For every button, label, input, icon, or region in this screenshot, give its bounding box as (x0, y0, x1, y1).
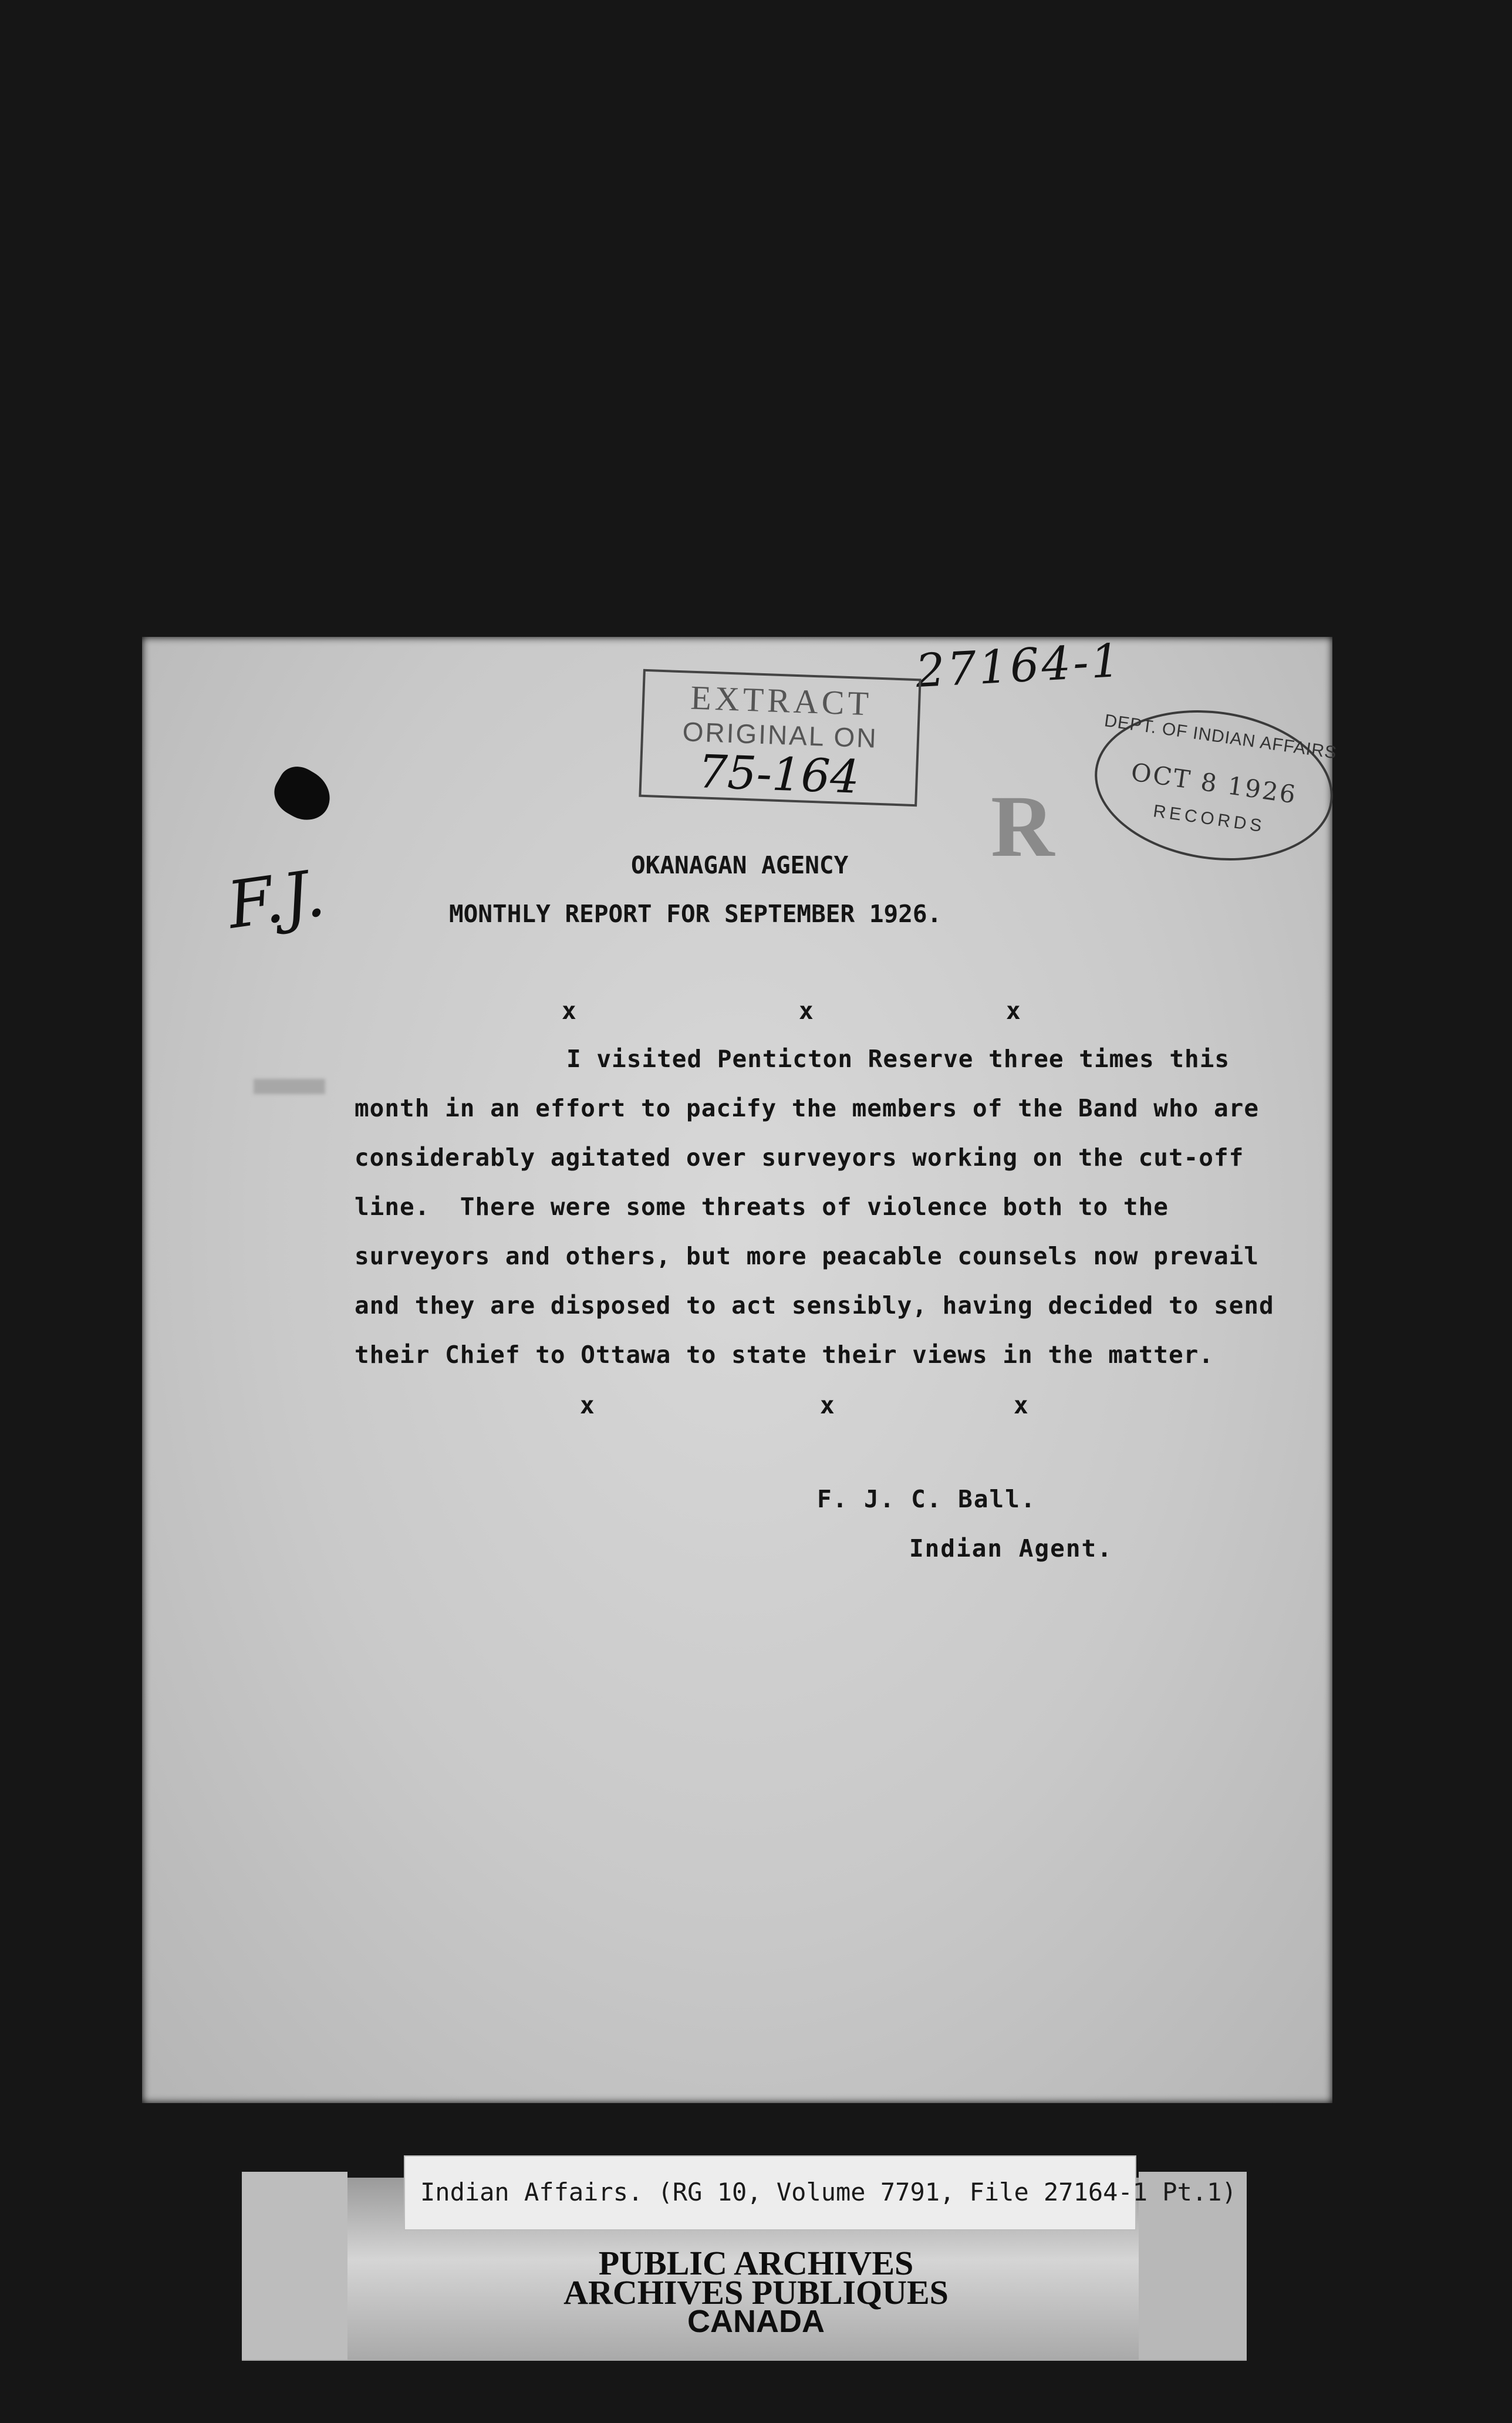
extract-stamp-number: 75-164 (697, 745, 860, 804)
handwritten-file-number: 27164-1 (914, 634, 1124, 698)
signature-title: Indian Agent. (909, 1534, 1113, 1563)
received-stamp-top: DEPT. OF INDIAN AFFAIRS (1103, 711, 1338, 763)
archives-line-3: CANADA (687, 2304, 825, 2339)
archive-reference: Indian Affairs. (RG 10, Volume 7791, File 27164-1 Pt.1) (420, 2178, 1237, 2206)
body-line-6: and they are disposed to act sensibly, having decided to send (355, 1291, 1274, 1320)
body-line-2: month in an effort to pacify the members of the Band who are (355, 1094, 1260, 1122)
body-line-3: considerably agitated over surveyors working on the cut-off (355, 1143, 1244, 1172)
separator-mark: x (562, 997, 576, 1025)
separator-mark: x (1014, 1391, 1028, 1419)
body-line-1: I visited Penticton Reserve three times this (566, 1045, 1230, 1073)
extract-stamp (639, 669, 921, 806)
archives-line-2: ARCHIVES PUBLIQUES (563, 2273, 949, 2311)
separator-mark: x (820, 1391, 835, 1419)
agency-heading: OKANAGAN AGENCY (631, 851, 849, 879)
received-stamp-date: OCT 8 1926 (1129, 757, 1299, 809)
separator-mark: x (1006, 997, 1021, 1025)
separator-mark: x (799, 997, 814, 1025)
signature-name: F. J. C. Ball. (817, 1485, 1037, 1513)
report-title: MONTHLY REPORT FOR SEPTEMBER 1926. (449, 900, 942, 928)
body-line-7: their Chief to Ottawa to state their views in the matter. (355, 1341, 1214, 1369)
archives-line-1: PUBLIC ARCHIVES (598, 2244, 914, 2282)
received-stamp-bottom: RECORDS (1152, 801, 1267, 836)
handwritten-initials: F.J. (222, 855, 329, 943)
separator-mark: x (580, 1391, 595, 1419)
r-stamp: R (991, 778, 1055, 875)
extract-stamp-line2: ORIGINAL ON (681, 716, 879, 754)
body-line-5: surveyors and others, but more peacable counsels now prevail (355, 1242, 1260, 1270)
extract-stamp-line1: EXTRACT (690, 678, 873, 723)
body-line-4: line. There were some threats of violence both to the (355, 1193, 1169, 1221)
faint-mark (254, 1079, 325, 1094)
